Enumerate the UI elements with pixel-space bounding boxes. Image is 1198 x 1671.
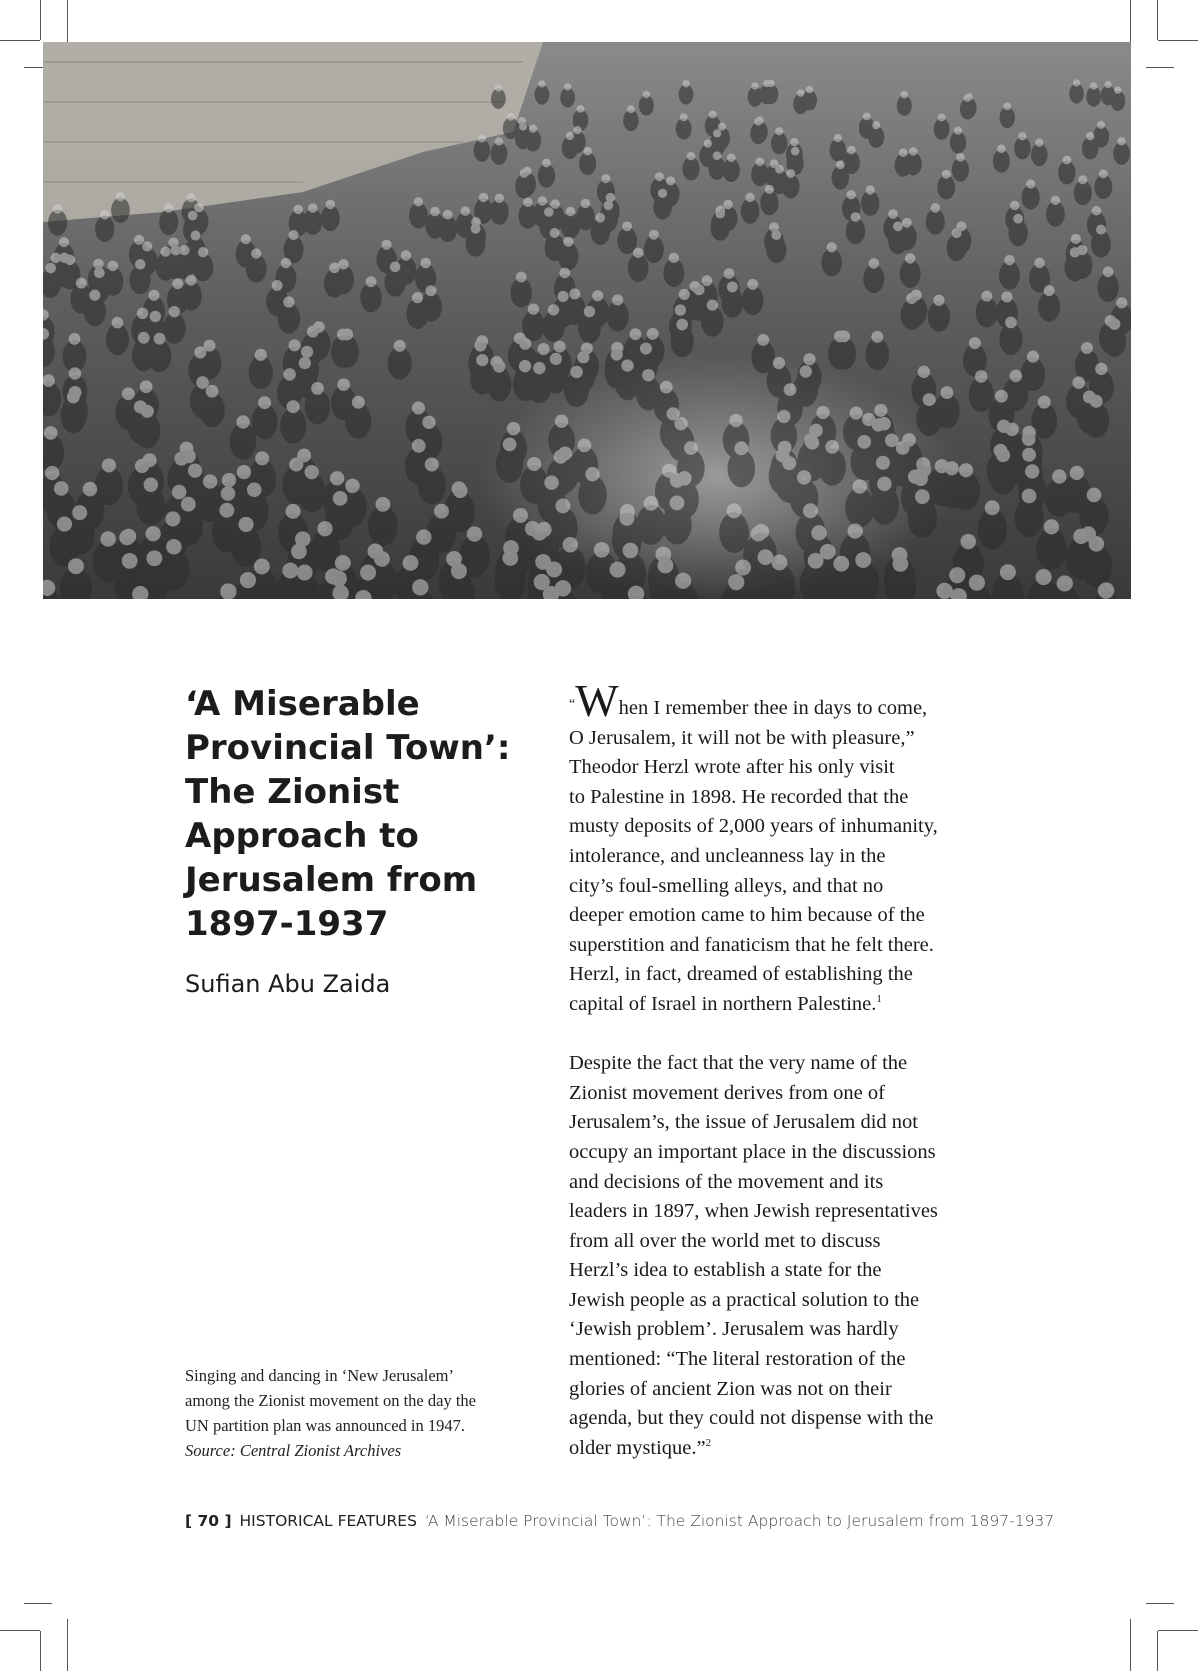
body-line <box>569 1434 1009 1464</box>
crop-mark <box>1157 0 1158 40</box>
title-line: Approach to <box>185 816 419 856</box>
body-line: deeper emotion came to him because of the <box>569 904 925 927</box>
crop-mark <box>0 40 40 41</box>
body-line: city’s foul-smelling alleys, and that no <box>569 874 884 897</box>
crop-mark <box>1157 1631 1158 1671</box>
body-line: musty deposits of 2,000 years of inhumanity, <box>569 815 938 838</box>
author-name: Sufian Abu Zaida <box>185 970 391 998</box>
body-line: glories of ancient Zion was not on their <box>569 1377 892 1400</box>
paragraph-1 <box>569 675 1009 1020</box>
caption-line: Singing and dancing in ‘New Jerusalem’ <box>185 1366 454 1385</box>
crop-mark <box>1146 67 1174 68</box>
caption-source: Source: Central Zionist Archives <box>185 1441 402 1460</box>
title-line: Jerusalem from <box>185 860 478 900</box>
body-line: Despite the fact that the very name of the <box>569 1052 908 1075</box>
body-line-text: hen I remember thee in days to come, <box>618 697 928 719</box>
title-line: ‘A Miserable <box>185 684 420 724</box>
photo-caption <box>185 1363 530 1463</box>
crop-mark <box>1146 1603 1174 1604</box>
body-line: agenda, but they could not dispense with the <box>569 1407 934 1430</box>
crop-mark <box>40 1631 41 1671</box>
body-line: ‘Jewish problem’. Jerusalem was hardly <box>569 1318 899 1341</box>
open-quote: “ <box>569 697 576 712</box>
crop-mark <box>1158 40 1198 41</box>
crop-mark <box>24 1603 52 1604</box>
body-line: leaders in 1897, when Jewish representatives <box>569 1200 938 1223</box>
body-line: Theodor Herzl wrote after his only visit <box>569 756 895 779</box>
caption-line: UN partition plan was announced in 1947. <box>185 1416 465 1435</box>
body-line: and decisions of the movement and its <box>569 1170 884 1193</box>
drop-cap: W <box>575 675 619 726</box>
page-footer <box>185 1512 1054 1530</box>
body-line: Jewish people as a practical solution to the <box>569 1288 920 1311</box>
paragraph-2 <box>569 1049 1009 1463</box>
crowd-photo <box>43 42 1131 599</box>
title-line: The Zionist <box>185 772 400 812</box>
crop-mark <box>1158 1630 1198 1631</box>
crop-mark <box>0 1630 40 1631</box>
body-line: occupy an important place in the discussions <box>569 1140 936 1163</box>
body-line <box>569 990 1009 1020</box>
crop-mark <box>67 1619 68 1671</box>
body-line: superstition and fanaticism that he felt there. <box>569 933 934 956</box>
body-line: intolerance, and uncleanness lay in the <box>569 844 886 867</box>
body-line: O Jerusalem, it will not be with pleasure,” <box>569 726 915 749</box>
crop-mark <box>40 0 41 40</box>
article-title <box>185 682 515 946</box>
body-line: Zionist movement derives from one of <box>569 1081 885 1104</box>
crowd-photo-image <box>43 42 1131 599</box>
title-line: 1897-1937 <box>185 904 389 944</box>
crop-mark <box>1130 1619 1131 1671</box>
body-line: Herzl, in fact, dreamed of establishing the <box>569 963 913 986</box>
body-line-text: capital of Israel in northern Palestine. <box>569 992 877 1015</box>
body-line: Jerusalem’s, the issue of Jerusalem did not <box>569 1111 919 1134</box>
article-body <box>569 675 1009 1463</box>
section-name: HISTORICAL FEATURES <box>239 1512 417 1530</box>
body-line: mentioned: “The literal restoration of the <box>569 1348 906 1371</box>
running-title: ‘A Miserable Provincial Town’: The Zionist Approach to Jerusalem from 1897-1937 <box>424 1512 1055 1530</box>
body-line: to Palestine in 1898. He recorded that the <box>569 785 909 808</box>
body-line: from all over the world met to discuss <box>569 1229 881 1252</box>
caption-line: among the Zionist movement on the day the <box>185 1391 476 1410</box>
page-number: [ 70 ] <box>185 1512 232 1530</box>
body-line <box>569 675 1009 726</box>
footnote-ref[interactable]: 2 <box>705 1436 712 1449</box>
title-line: Provincial Town’: <box>185 728 511 768</box>
body-line-text: older mystique.” <box>569 1436 706 1459</box>
body-line: Herzl’s idea to establish a state for the <box>569 1259 882 1282</box>
footnote-ref[interactable]: 1 <box>876 992 882 1005</box>
